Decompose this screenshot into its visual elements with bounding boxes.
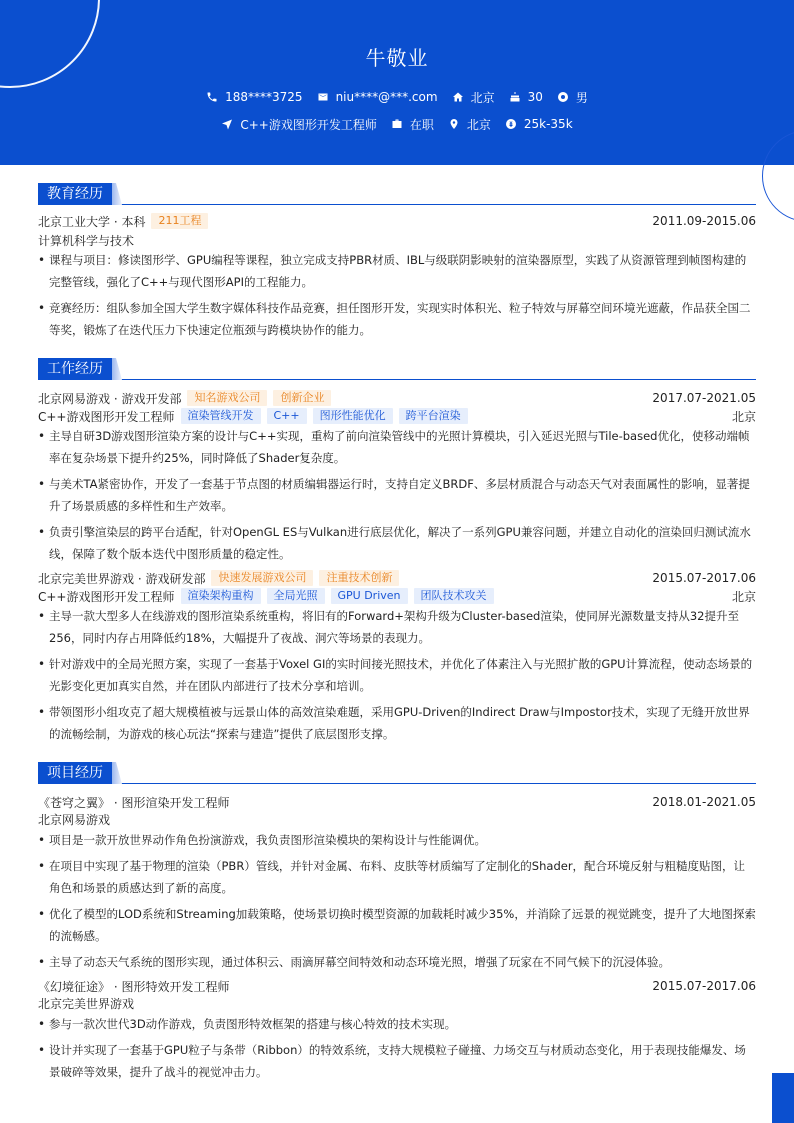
job-city: 北京 — [731, 589, 756, 604]
company-tag: 创新企业 — [273, 390, 331, 406]
job-date: 2017.07-2021.05 — [652, 391, 756, 405]
section-title-decoration — [112, 183, 122, 205]
mail-icon — [317, 91, 329, 103]
section-title-decoration — [112, 762, 122, 784]
section-header — [38, 762, 756, 784]
project-date: 2018.01-2021.05 — [652, 795, 756, 809]
send-icon — [221, 118, 233, 130]
company-tag: 注重技术创新 — [319, 570, 399, 586]
project-company: 北京完美世界游戏 — [38, 996, 135, 1011]
education-section — [38, 183, 756, 337]
project-header — [38, 793, 756, 811]
age-text: 30 — [527, 90, 543, 104]
job-role-row — [38, 407, 756, 425]
section-title: 工作经历 — [38, 358, 112, 380]
project-header — [38, 977, 756, 995]
section-title: 教育经历 — [38, 183, 112, 205]
job-bullet: • 与美术TA紧密协作，开发了一套基于节点图的材质编辑器运行时，支持自定义BRDF、多层材质混合与动态天气对表面属性的影响，显著提升了场景质感的多样性和生产效率。 — [38, 473, 756, 517]
project-name: 《幻境征途》 · 图形特效开发工程师 — [38, 979, 230, 994]
section-title-decoration — [112, 358, 122, 380]
corner-accent — [772, 1073, 794, 1123]
job-date: 2015.07-2017.06 — [652, 571, 756, 585]
section-title: 项目经历 — [38, 762, 112, 784]
job-header — [38, 569, 756, 587]
skill-tag: 跨平台渲染 — [399, 408, 468, 424]
major-row — [38, 231, 756, 249]
job-bullet: • 针对游戏中的全局光照方案，实现了一套基于Voxel GI的实时间接光照技术，并优化了体素注入与光照扩散的GPU计算流程，使动态场景的光影变化更加真实自然，并在团队内部进行了技术分享和培训。 — [38, 653, 756, 697]
project-bullet: • 设计并实现了一套基于GPU粒子与条带（Ribbon）的特效系统，支持大规模粒子碰撞、力场交互与材质动态变化，用于表现技能爆发、场景破碎等效果，提升了战斗的视觉冲击力。 — [38, 1039, 756, 1083]
job-header — [38, 389, 756, 407]
residence-item — [452, 89, 495, 105]
job-role: C++游戏图形开发工程师 — [38, 589, 175, 604]
age-item — [509, 89, 543, 105]
job-role-row — [38, 587, 756, 605]
company-name: 北京网易游戏 · 游戏开发部 — [38, 391, 182, 406]
job-bullet: • 主导自研3D游戏图形渲染方案的设计与C++实现，重构了前向渲染管线中的光照计算模块，引入延迟光照与Tile-based优化，使移动端帧率在复杂场景下提升约25%，同时降低了Shader复杂度。 — [38, 425, 756, 469]
skill-tag: C++ — [267, 408, 307, 424]
candidate-name: 牛敬业 — [365, 46, 429, 70]
skill-tag: 渲染架构重构 — [181, 588, 261, 604]
major-name: 计算机科学与技术 — [38, 233, 135, 248]
work-section — [38, 358, 756, 741]
gender-item — [557, 89, 588, 105]
project-company-row — [38, 994, 756, 1012]
school-name: 北京工业大学 · 本科 — [38, 214, 146, 229]
company-tag: 快速发展游戏公司 — [211, 570, 313, 586]
job-intent-row — [0, 116, 794, 132]
status-item — [391, 116, 434, 132]
project-company: 北京网易游戏 — [38, 812, 111, 827]
job-role: C++游戏图形开发工程师 — [38, 409, 175, 424]
project-bullet: • 参与一款次世代3D动作游戏，负责图形特效框架的搭建与核心特效的技术实现。 — [38, 1013, 756, 1035]
position-text: C++游戏图形开发工程师 — [240, 117, 377, 132]
briefcase-icon — [391, 118, 403, 130]
header-banner — [0, 0, 794, 165]
project-name: 《苍穹之翼》 · 图形渲染开发工程师 — [38, 795, 230, 810]
cake-icon — [509, 91, 521, 103]
education-date: 2011.09-2015.06 — [652, 214, 756, 228]
phone-text: 188****3725 — [225, 90, 303, 104]
phone-item — [206, 89, 302, 105]
job-bullet: • 主导一款大型多人在线游戏的图形渲染系统重构，将旧有的Forward+架构升级为Cluster-based渲染，使同屏光源数量支持从32提升至256，同时内存占用降低约18%，大幅提升了夜战、洞穴等场景的表现力。 — [38, 605, 756, 649]
project-bullet: • 项目是一款开放世界动作角色扮演游戏，我负责图形渲染模块的架构设计与性能调优。 — [38, 829, 756, 851]
gender-text: 男 — [575, 90, 588, 105]
job-city: 北京 — [731, 409, 756, 424]
education-bullet: • 课程与项目：修读图形学、GPU编程等课程，独立完成支持PBR材质、IBL与级联阴影映射的渲染器原型，实践了从资源管理到帧图构建的完整管线，强化了C++与现代图形API的工程能力。 — [38, 249, 756, 293]
job-bullet: • 负责引擎渲染层的跨平台适配，针对OpenGL ES与Vulkan进行底层优化，解决了一系列GPU兼容问题，并建立自动化的渲染回归测试流水线，保障了数个版本迭代中图形质量的稳定性。 — [38, 521, 756, 565]
job-bullet: • 带领图形小组攻克了超大规模植被与远景山体的高效渲染难题，采用GPU-Driven的Indirect Draw与Impostor技术，实现了无缝开放世界的流畅绘制，为游戏的核心玩法“探索与建造”提供了底层图形支撑。 — [38, 701, 756, 745]
residence-text: 北京 — [470, 90, 495, 105]
phone-icon — [206, 91, 218, 103]
company-tag: 知名游戏公司 — [187, 390, 267, 406]
location-icon — [448, 118, 460, 130]
project-date: 2015.07-2017.06 — [652, 979, 756, 993]
gender-icon — [557, 91, 569, 103]
skill-tag: 全局光照 — [267, 588, 325, 604]
position-item — [221, 116, 377, 132]
city-item — [448, 116, 491, 132]
home-icon — [452, 91, 464, 103]
section-header — [38, 358, 756, 380]
projects-section — [38, 762, 756, 1079]
project-company-row — [38, 810, 756, 828]
salary-item — [505, 116, 573, 132]
skill-tag: 渲染管线开发 — [181, 408, 261, 424]
skill-tag: 团队技术攻关 — [414, 588, 494, 604]
education-entry-header — [38, 212, 756, 230]
city-text: 北京 — [466, 117, 491, 132]
education-bullet: • 竞赛经历：组队参加全国大学生数字媒体科技作品竞赛，担任图形开发，实现实时体积光、粒子特效与屏幕空间环境光遮蔽，作品获全国二等奖，锻炼了在迭代压力下快速定位瓶颈与跨模块协作的能力。 — [38, 297, 756, 341]
salary-text: 25k-35k — [523, 117, 573, 131]
skill-tag: GPU Driven — [331, 588, 408, 604]
contact-row — [0, 89, 794, 105]
status-text: 在职 — [409, 117, 434, 132]
money-icon — [505, 118, 517, 130]
school-tag: 211工程 — [151, 213, 208, 229]
section-header — [38, 183, 756, 205]
skill-tag: 图形性能优化 — [313, 408, 393, 424]
email-item — [317, 89, 438, 105]
project-bullet: • 优化了模型的LOD系统和Streaming加载策略，使场景切换时模型资源的加载耗时减少35%，并消除了远景的视觉跳变，提升了大地图探索的流畅感。 — [38, 903, 756, 947]
project-bullet: • 主导了动态天气系统的图形实现，通过体积云、雨滴屏幕空间特效和动态环境光照，增强了玩家在不同气候下的沉浸体验。 — [38, 951, 756, 973]
company-name: 北京完美世界游戏 · 游戏研发部 — [38, 571, 206, 586]
project-bullet: • 在项目中实现了基于物理的渲染（PBR）管线，并针对金属、布料、皮肤等材质编写了定制化的Shader，配合环境反射与粗糙度贴图，让角色和场景的质感达到了新的高度。 — [38, 855, 756, 899]
email-text: niu****@***.com — [335, 90, 438, 104]
